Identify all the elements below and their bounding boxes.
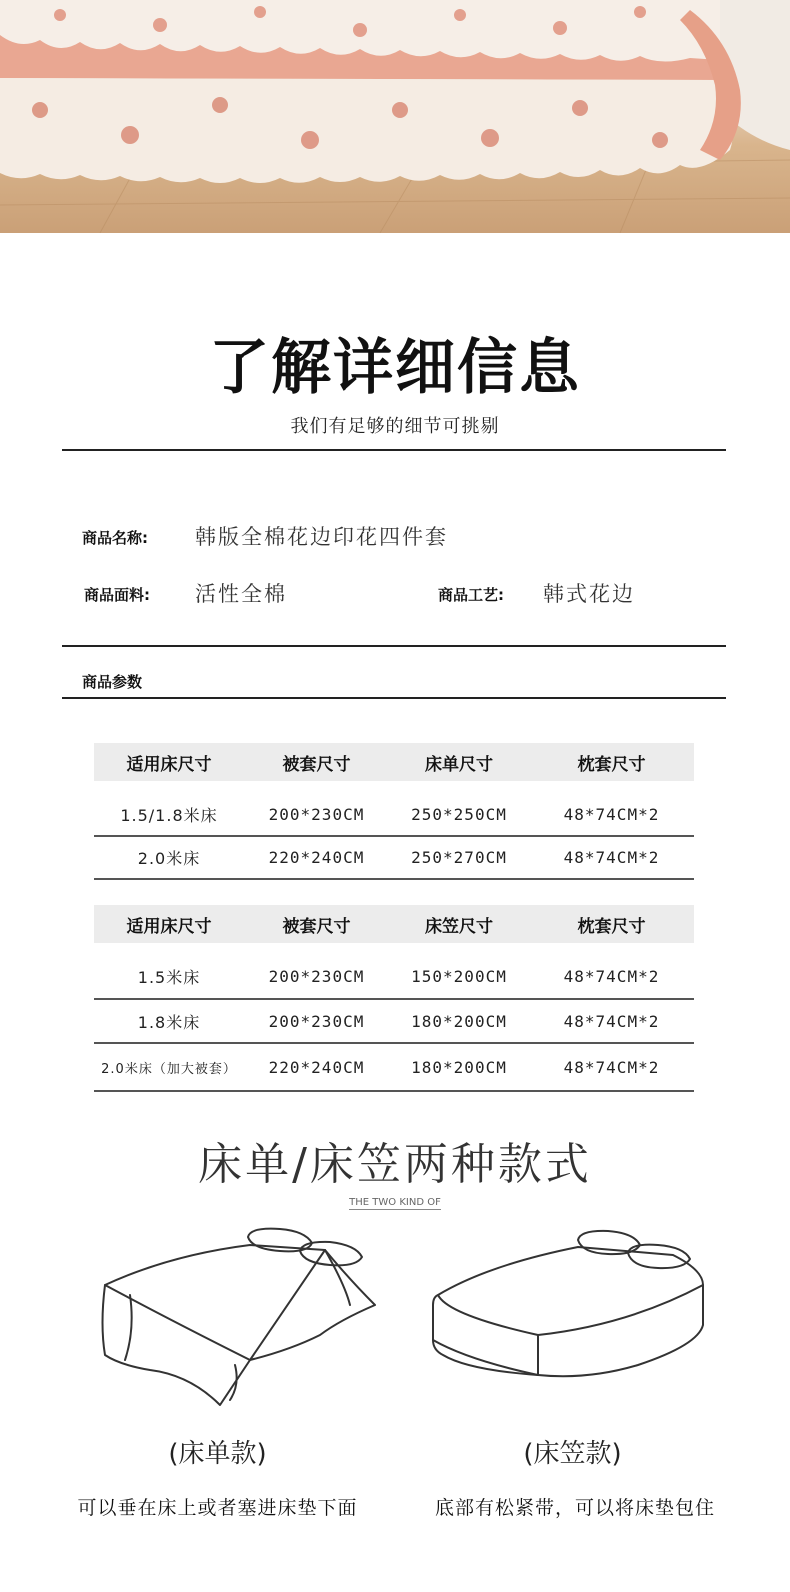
cell: 250*250CM bbox=[389, 793, 529, 836]
cell: 180*200CM bbox=[389, 1043, 529, 1091]
flat-sheet-illustration bbox=[90, 1225, 390, 1429]
fabric-value: 活性全棉 bbox=[195, 582, 287, 606]
craft-value: 韩式花边 bbox=[543, 582, 635, 606]
cell: 1.5米床 bbox=[94, 955, 244, 999]
cell: 150*200CM bbox=[389, 955, 529, 999]
table-row bbox=[94, 999, 694, 1043]
col-bed-size: 适用床尺寸 bbox=[94, 905, 244, 943]
table-header-row bbox=[94, 743, 694, 781]
fitted-sheet-description: 底部有松紧带，可以将床垫包住 bbox=[434, 1497, 715, 1519]
table-row bbox=[94, 1043, 694, 1091]
cell: 2.0米床（加大被套） bbox=[94, 1043, 244, 1091]
fitted-sheet-caption: (床笠款) bbox=[523, 1439, 622, 1469]
page-subtitle: 我们有足够的细节可挑剔 bbox=[290, 416, 500, 437]
cell: 200*230CM bbox=[244, 999, 389, 1043]
divider bbox=[62, 645, 726, 647]
cell: 250*270CM bbox=[389, 836, 529, 879]
col-pillow-size: 枕套尺寸 bbox=[529, 743, 694, 781]
table-row bbox=[94, 793, 694, 836]
col-sheet-size: 床单尺寸 bbox=[389, 743, 529, 781]
col-pillow-size: 枕套尺寸 bbox=[529, 905, 694, 943]
divider bbox=[62, 449, 726, 451]
divider bbox=[62, 697, 726, 699]
table-header-row bbox=[94, 905, 694, 943]
col-fitted-size: 床笠尺寸 bbox=[389, 905, 529, 943]
col-duvet-size: 被套尺寸 bbox=[244, 905, 389, 943]
cell: 180*200CM bbox=[389, 999, 529, 1043]
fitted-size-table bbox=[94, 905, 694, 1092]
flat-sheet-caption: (床单款) bbox=[168, 1439, 267, 1469]
fitted-sheet-illustration bbox=[428, 1225, 718, 1399]
flat-sheet-description: 可以垂在床上或者塞进床垫下面 bbox=[77, 1497, 358, 1519]
styles-subtitle bbox=[0, 1197, 790, 1208]
cell: 48*74CM*2 bbox=[529, 955, 694, 999]
table-row bbox=[94, 836, 694, 879]
sheet-size-table bbox=[94, 743, 694, 880]
cell: 48*74CM*2 bbox=[529, 836, 694, 879]
col-bed-size: 适用床尺寸 bbox=[94, 743, 244, 781]
styles-subtitle-text: THE TWO KIND OF bbox=[349, 1197, 441, 1208]
page-title: 了解详细信息 bbox=[209, 333, 581, 403]
params-label: 商品参数 bbox=[82, 673, 143, 691]
fabric-label: 商品面料: bbox=[84, 586, 150, 604]
cell: 1.8米床 bbox=[94, 999, 244, 1043]
styles-title: 床单/床笠两种款式 bbox=[198, 1139, 592, 1190]
product-name-value: 韩版全棉花边印花四件套 bbox=[195, 525, 448, 549]
cell: 48*74CM*2 bbox=[529, 1043, 694, 1091]
product-photo bbox=[0, 0, 790, 233]
cell: 1.5/1.8米床 bbox=[94, 793, 244, 836]
cell: 2.0米床 bbox=[94, 836, 244, 879]
table-row bbox=[94, 955, 694, 999]
product-name-label: 商品名称: bbox=[82, 529, 148, 547]
col-duvet-size: 被套尺寸 bbox=[244, 743, 389, 781]
cell: 220*240CM bbox=[244, 836, 389, 879]
cell: 48*74CM*2 bbox=[529, 999, 694, 1043]
cell: 48*74CM*2 bbox=[529, 793, 694, 836]
cell: 200*230CM bbox=[244, 793, 389, 836]
craft-label: 商品工艺: bbox=[438, 586, 504, 604]
cell: 200*230CM bbox=[244, 955, 389, 999]
cell: 220*240CM bbox=[244, 1043, 389, 1091]
